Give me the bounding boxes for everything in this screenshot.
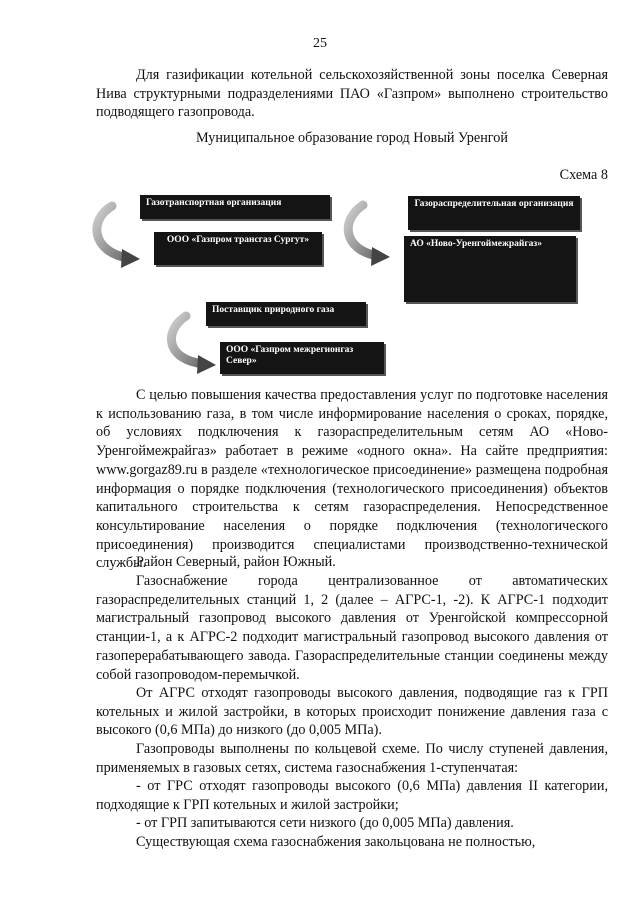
curved-arrow-icon <box>348 205 390 266</box>
distribution-org-name-box: АО «Ново-Уренгоймежрайгаз» <box>404 236 576 302</box>
section-title: Муниципальное образование город Новый Уренгой <box>196 130 508 146</box>
gas-supply-paragraph: Газоснабжение города централизованное от автоматических газораспределительных станций 1, 2 (далее – АГРС-1, -2). К АГРС-1 подходит магистральный газопровод высокого давления от Уренгойской компрессорной станции-1, а к АГРС-2 подходит магистральный газопровод высокого давления от газоперерабатывающего завода. Газораспределительные станции соединены между собой газопроводом-перемычкой. <box>96 573 608 683</box>
supplier-header-box: Поставщик природного газа <box>206 302 366 326</box>
bullet-grp: - от ГРП запитываются сети низкого (до 0,005 МПа) давления. <box>136 815 514 831</box>
intro-paragraph: Для газификации котельной сельскохозяйственной зоны поселка Северная Нива структурными подразделениями ПАО «Газпром» выполнено строительство подводящего газопровода. <box>96 67 608 121</box>
curved-arrow-icon <box>97 206 140 268</box>
from-agrs-paragraph: От АГРС отходят газопроводы высокого давления, подводящие газ к ГРП котельных и жилой застройки, в которых происходит понижение давления газа с высокого (0,6 МПа) до низкого (до 0,005 МПа). <box>96 685 608 739</box>
existing-scheme-paragraph: Существующая схема газоснабжения закольцована не полностью, <box>136 834 536 850</box>
one-window-paragraph: С целью повышения качества предоставления услуг по подготовке населения к использованию газа, в том числе информирование населения о сроках, порядке, об условиях подключения к газораспределительным сетям АО «Ново-Уренгоймежрайгаз» работает в режиме «одного окна». На сайте предприятия: www.gorgaz89.ru в разделе «технологическое присоединение» размещена подробная информация о порядке подключения (технологического присоединения) объектов капитального строительства к сетям газораспределения. Непосредственное консультирование населения о порядке подключения (технологического присоединения) производится специалистами производственно-технической службы. <box>96 387 608 572</box>
supplier-name-box: ООО «Газпром межрегионгаз Север» <box>220 342 384 374</box>
bullet-grs: - от ГРС отходят газопроводы высокого (0,6 МПа) давления II категории, подходящие к ГРП котельных и жилой застройки; <box>96 778 608 813</box>
transport-org-name-box: ООО «Газпром трансгаз Сургут» <box>154 232 322 265</box>
transport-org-header-box: Газотранспортная организация <box>140 195 330 219</box>
ring-scheme-paragraph: Газопроводы выполнены по кольцевой схеме. По числу ступеней давления, применяемых в газовых сетях, система газоснабжения 1-ступенчатая: <box>96 741 608 776</box>
page-number: 25 <box>313 36 327 51</box>
scheme-label: Схема 8 <box>559 167 608 183</box>
districts-paragraph: Район Северный, район Южный. <box>136 554 336 570</box>
distribution-org-header-box: Газораспределительная организация <box>408 196 580 230</box>
